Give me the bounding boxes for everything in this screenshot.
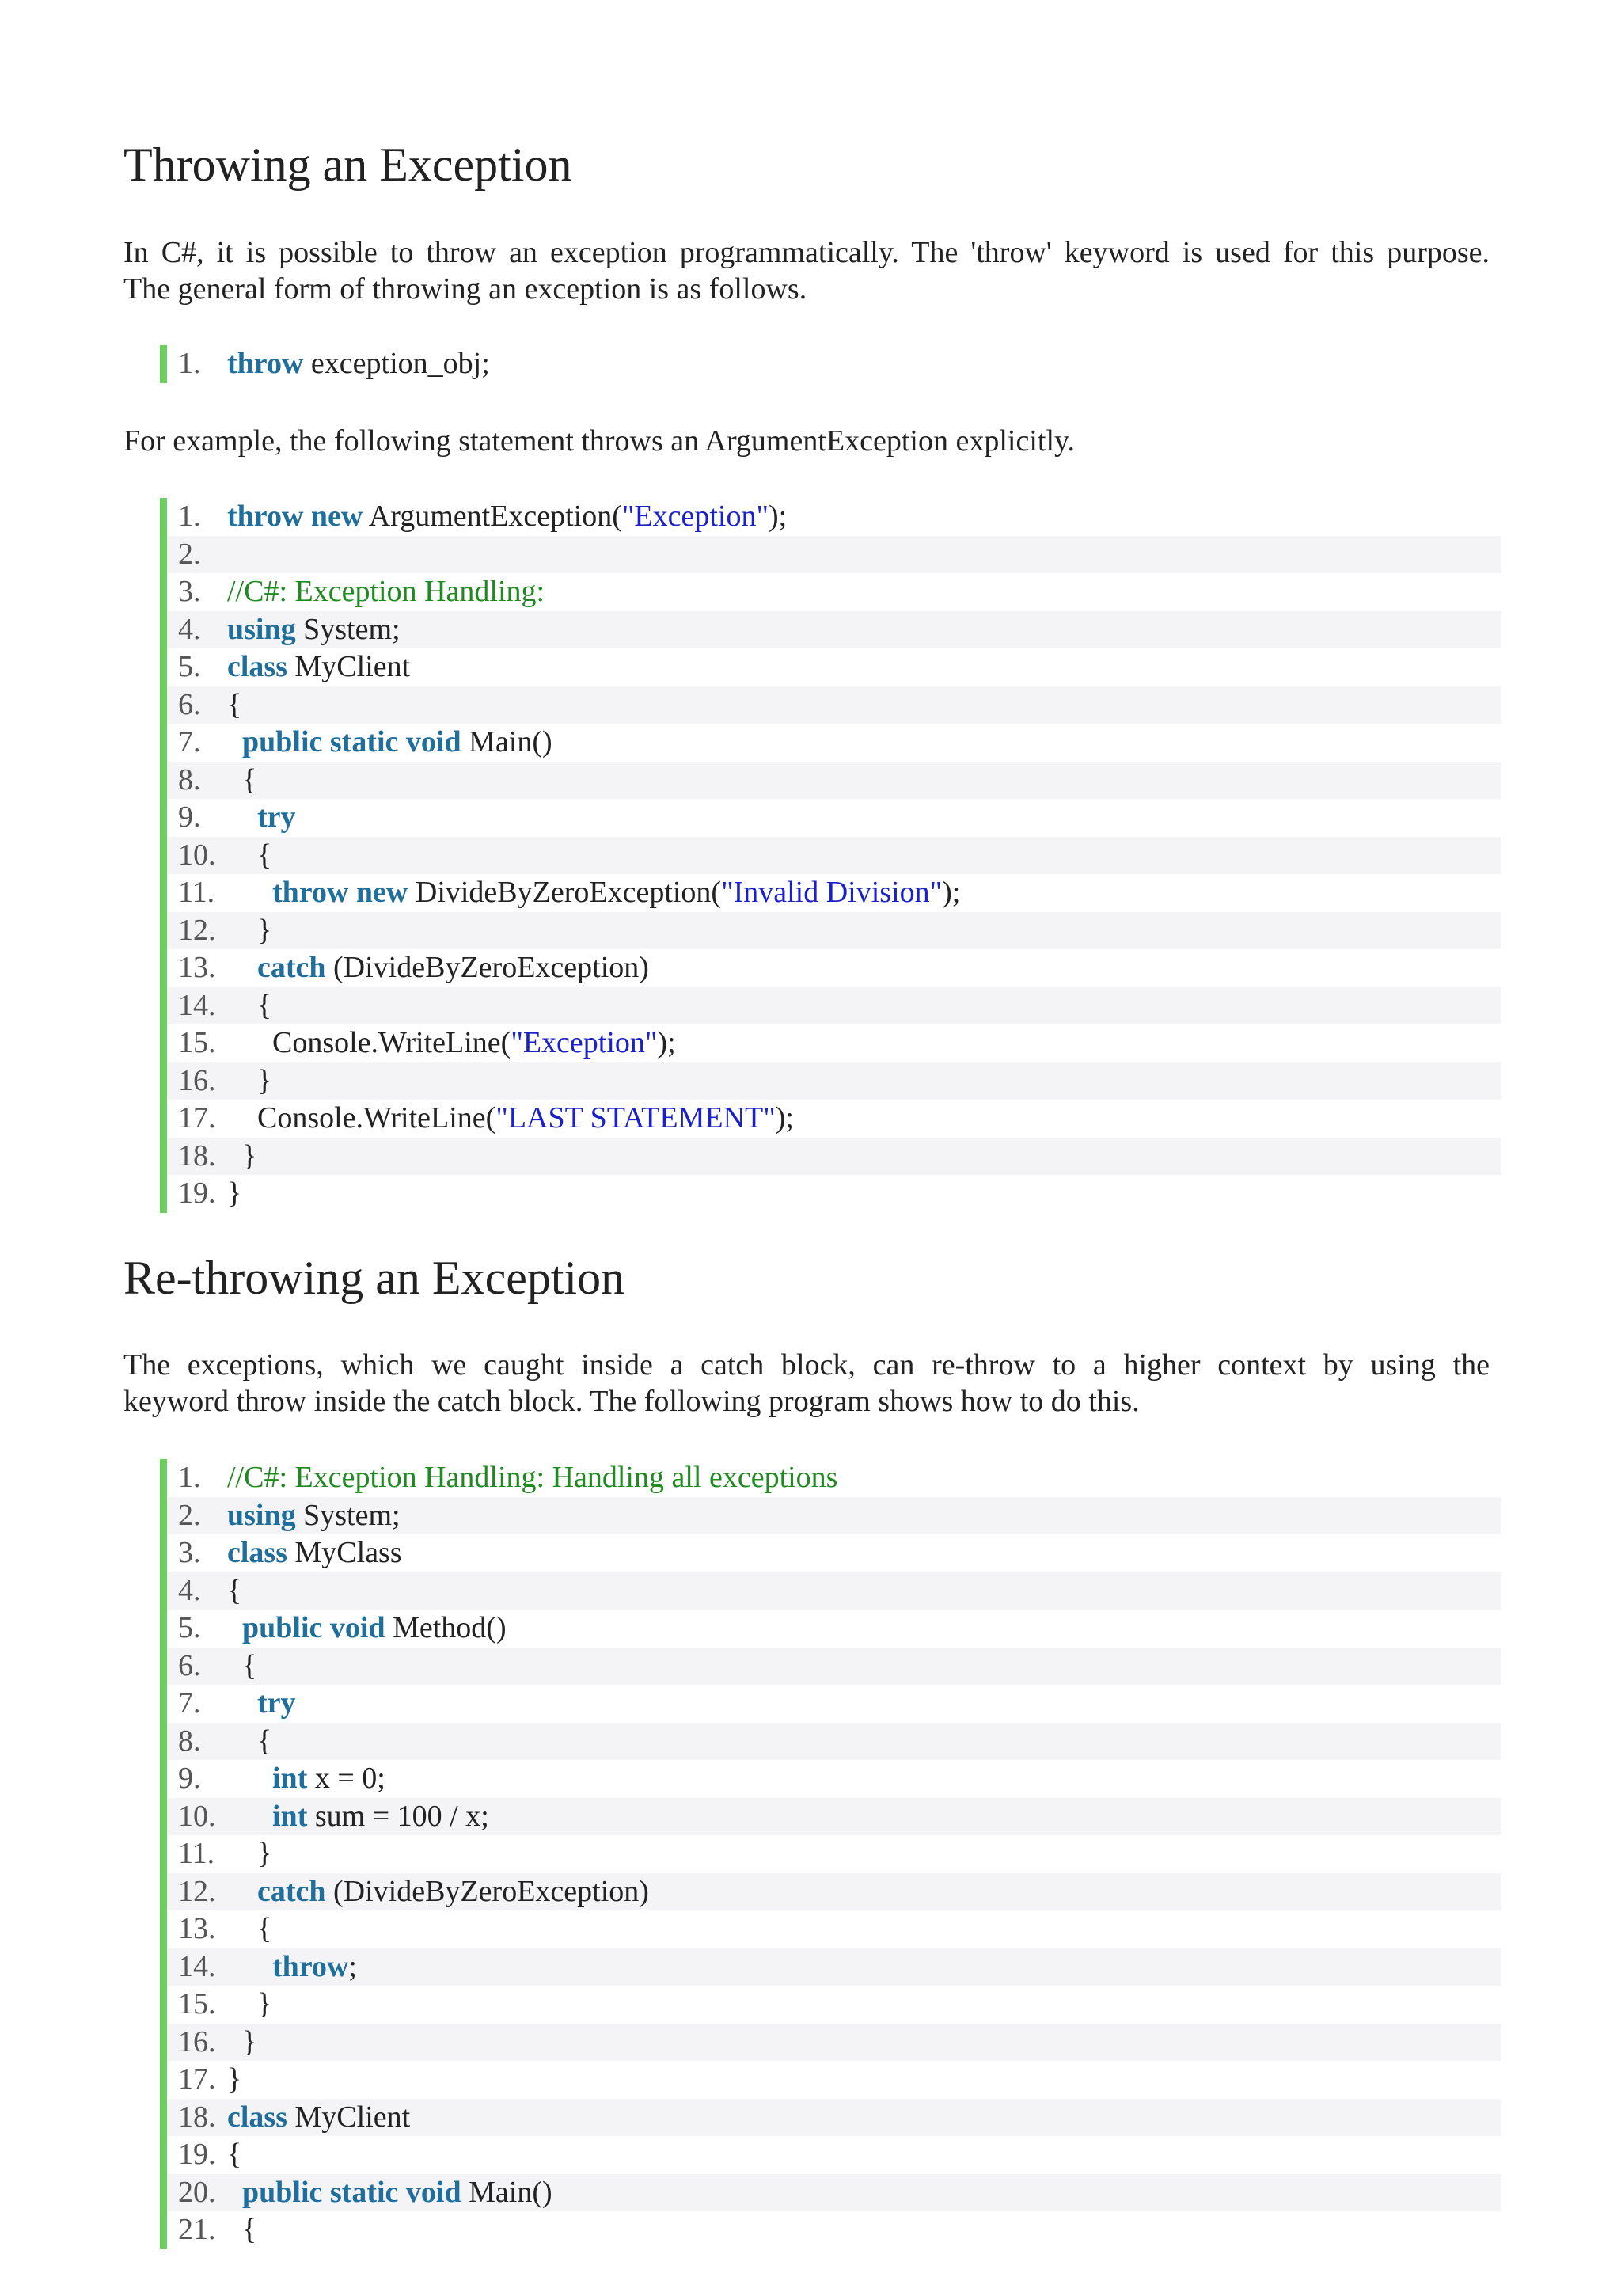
code-line [167, 1572, 1501, 1610]
code-text [322, 2176, 330, 2209]
code-line [167, 1986, 1501, 2024]
code-text: Console.WriteLine( [272, 1026, 511, 1059]
line-number: 3. [178, 575, 201, 608]
line-number: 18. [178, 2100, 216, 2134]
code-line [167, 2211, 1501, 2249]
code-keyword: using [227, 1498, 296, 1532]
code-text: { [227, 1573, 242, 1607]
line-number: 15. [178, 1026, 216, 1059]
code-text: x = 0; [307, 1762, 385, 1795]
code-line [167, 536, 1501, 574]
code-keyword: class [227, 2100, 287, 2134]
code-comment: //C#: Exception Handling: [227, 575, 545, 608]
code-line [167, 1910, 1501, 1948]
code-text: ; [348, 1949, 357, 1983]
code-line [167, 949, 1501, 987]
line-number: 21. [178, 2213, 216, 2246]
code-text: ); [775, 1101, 794, 1135]
code-keyword: class [227, 1536, 287, 1569]
code-line [167, 2061, 1501, 2099]
code-line [167, 1459, 1501, 1497]
code-text [322, 725, 330, 758]
line-number: 14. [178, 1949, 216, 1983]
section-title: Throwing an Exception [123, 139, 572, 191]
line-number: 6. [178, 1648, 201, 1682]
line-number: 7. [178, 1686, 201, 1720]
line-number: 15. [178, 1987, 216, 2020]
code-indent [227, 1950, 272, 1983]
line-number: 9. [178, 1762, 201, 1795]
code-text: ); [768, 500, 788, 533]
code-text [348, 876, 356, 909]
code-comment: //C#: Exception Handling: Handling all exceptions [227, 1461, 838, 1494]
code-block [160, 498, 1501, 1213]
code-line [167, 345, 1501, 383]
code-text: { [227, 2138, 242, 2171]
code-line [167, 1062, 1501, 1100]
code-line [167, 686, 1501, 724]
line-number: 20. [178, 2175, 216, 2209]
line-number: 13. [178, 951, 216, 984]
line-number: 3. [178, 1536, 201, 1569]
line-number: 5. [178, 1611, 201, 1644]
code-text: { [227, 687, 242, 721]
code-line [167, 498, 1501, 536]
code-indent [227, 1912, 257, 1945]
code-line [167, 874, 1501, 912]
code-line [167, 1798, 1501, 1836]
code-line [167, 648, 1501, 686]
code-text: { [257, 1724, 272, 1758]
code-keyword: using [227, 612, 296, 646]
code-indent [227, 1837, 257, 1870]
code-text: ArgumentException( [363, 500, 622, 533]
code-text: sum = 100 / x; [307, 1799, 489, 1833]
code-keyword: try [257, 800, 296, 834]
code-indent [227, 1026, 272, 1059]
intro-paragraph [123, 234, 1490, 307]
code-line [167, 762, 1501, 800]
code-keyword: int [272, 1762, 308, 1795]
line-number: 16. [178, 2024, 216, 2058]
code-text: Main() [461, 725, 552, 758]
code-line [167, 724, 1501, 762]
line-number: 12. [178, 913, 216, 947]
line-number: 10. [178, 1799, 216, 1833]
code-line [167, 1175, 1501, 1213]
code-indent [227, 1101, 257, 1135]
line-number: 1. [178, 500, 201, 533]
code-string: "Exception" [511, 1026, 658, 1059]
code-indent [227, 2213, 242, 2246]
code-keyword: void [405, 2175, 461, 2209]
code-indent [227, 1762, 272, 1795]
code-keyword: try [257, 1686, 296, 1720]
line-number: 11. [178, 876, 215, 909]
code-text [303, 500, 311, 533]
code-indent [227, 1875, 257, 1908]
code-indent [227, 763, 242, 796]
code-block [160, 345, 1501, 383]
line-number: 12. [178, 1874, 216, 1908]
code-indent [227, 989, 257, 1022]
code-keyword: new [355, 876, 408, 909]
paragraph-line: keyword throw inside the catch block. The following program shows how to do this. [123, 1385, 1140, 1418]
line-number: 19. [178, 1177, 216, 1210]
line-number: 8. [178, 1724, 201, 1758]
code-line [167, 1760, 1501, 1798]
code-keyword: static [329, 2175, 399, 2209]
code-indent [227, 800, 257, 834]
code-indent [227, 1686, 257, 1720]
code-indent [227, 1987, 257, 2020]
line-number: 13. [178, 1912, 216, 1945]
code-line [167, 611, 1501, 649]
code-indent [227, 2025, 242, 2058]
code-indent [227, 914, 257, 947]
line-number: 1. [178, 1461, 201, 1494]
code-keyword: throw [227, 347, 304, 380]
code-text: System; [295, 612, 401, 646]
code-indent [227, 1064, 257, 1097]
code-keyword: void [329, 1611, 385, 1644]
code-keyword: new [310, 500, 363, 533]
code-text [398, 2176, 406, 2209]
code-string: "Exception" [621, 500, 769, 533]
code-indent [227, 951, 257, 984]
code-text: } [227, 1177, 242, 1210]
code-text: } [242, 2024, 257, 2058]
code-keyword: void [405, 725, 461, 758]
line-number: 10. [178, 838, 216, 872]
line-number: 4. [178, 1573, 201, 1607]
line-number: 11. [178, 1837, 215, 1870]
code-text: } [227, 2062, 242, 2096]
code-text: Main() [461, 2175, 552, 2209]
line-number: 9. [178, 800, 201, 834]
code-indent [227, 1611, 242, 1644]
code-text: } [257, 1987, 272, 2020]
code-line [167, 2024, 1501, 2062]
code-text: } [257, 913, 272, 947]
paragraph-line: In C#, it is possible to throw an exception programmatically. The 'throw' keyword is used for this purpose. [123, 236, 1490, 269]
code-indent [227, 1800, 272, 1833]
code-indent [227, 1139, 242, 1173]
line-number: 4. [178, 612, 201, 646]
code-line [167, 912, 1501, 950]
line-number: 18. [178, 1138, 216, 1173]
code-text: exception_obj; [303, 347, 490, 380]
code-text: { [242, 2213, 257, 2246]
paragraph-line: For example, the following statement throws an ArgumentException explicitly. [123, 424, 1076, 458]
code-text: (DivideByZeroException) [325, 1874, 649, 1908]
code-text: ); [657, 1026, 676, 1059]
code-text [322, 1611, 330, 1644]
code-line [167, 2174, 1501, 2212]
code-line [167, 1685, 1501, 1723]
line-number: 6. [178, 687, 201, 721]
code-text: ); [942, 876, 961, 909]
code-indent [227, 1724, 257, 1758]
example-paragraph [123, 423, 1490, 459]
code-keyword: catch [257, 1874, 326, 1908]
rethrow-paragraph [123, 1347, 1490, 1420]
code-text: } [257, 1837, 272, 1870]
code-keyword: catch [257, 951, 326, 984]
code-line [167, 1024, 1501, 1062]
code-text: MyClass [287, 1536, 402, 1569]
line-number: 7. [178, 725, 201, 758]
code-text: Console.WriteLine( [257, 1101, 496, 1135]
code-text: System; [295, 1498, 401, 1532]
code-text [398, 725, 406, 758]
line-number: 1. [178, 347, 201, 380]
code-text: { [257, 1912, 272, 1945]
code-text: { [257, 838, 272, 872]
code-indent [227, 725, 242, 758]
code-keyword: static [329, 725, 399, 758]
code-keyword: int [272, 1799, 308, 1833]
code-line [167, 1948, 1501, 1986]
code-line [167, 799, 1501, 837]
code-indent [227, 876, 272, 909]
line-number: 2. [178, 1498, 201, 1532]
section-title: Re-throwing an Exception [123, 1252, 625, 1304]
code-string: "Invalid Division" [721, 876, 943, 909]
code-text: Method() [385, 1611, 507, 1644]
code-keyword: public [242, 1611, 323, 1644]
line-number: 5. [178, 650, 201, 683]
code-line [167, 987, 1501, 1025]
code-line [167, 1873, 1501, 1911]
paragraph-line: The general form of throwing an exception is as follows. [123, 272, 807, 306]
line-number: 14. [178, 988, 216, 1022]
code-line [167, 1835, 1501, 1873]
code-line [167, 1610, 1501, 1648]
code-keyword: public [242, 725, 323, 758]
code-string: "LAST STATEMENT" [495, 1101, 776, 1135]
code-text: { [242, 1648, 257, 1682]
line-number: 16. [178, 1063, 216, 1097]
code-line [167, 1648, 1501, 1686]
line-number: 8. [178, 762, 201, 796]
code-block [160, 1459, 1501, 2249]
paragraph-line: The exceptions, which we caught inside a catch block, can re-throw to a higher context by using the [123, 1348, 1490, 1382]
code-keyword: throw [227, 500, 304, 533]
code-line [167, 837, 1501, 875]
code-line [167, 1100, 1501, 1138]
code-line [167, 573, 1501, 611]
code-text: { [257, 988, 272, 1022]
code-line [167, 1138, 1501, 1176]
code-text: MyClient [287, 650, 411, 683]
code-line [167, 1497, 1501, 1535]
code-keyword: throw [272, 1949, 349, 1983]
code-text: MyClient [287, 2100, 411, 2134]
code-keyword: public [242, 2175, 323, 2209]
code-keyword: throw [272, 876, 349, 909]
line-number: 17. [178, 2062, 216, 2096]
code-line [167, 2136, 1501, 2174]
code-keyword: class [227, 650, 287, 683]
code-indent [227, 1649, 242, 1682]
code-text: { [242, 762, 257, 796]
code-text: } [242, 1138, 257, 1173]
code-line [167, 2099, 1501, 2137]
line-number: 19. [178, 2138, 216, 2171]
code-indent [227, 838, 257, 872]
code-line [167, 1534, 1501, 1572]
line-number: 2. [178, 537, 201, 571]
code-text: (DivideByZeroException) [325, 951, 649, 984]
code-text: } [257, 1063, 272, 1097]
line-number: 17. [178, 1101, 216, 1135]
code-text: DivideByZeroException( [408, 876, 722, 909]
code-indent [227, 2176, 242, 2209]
code-line [167, 1723, 1501, 1761]
